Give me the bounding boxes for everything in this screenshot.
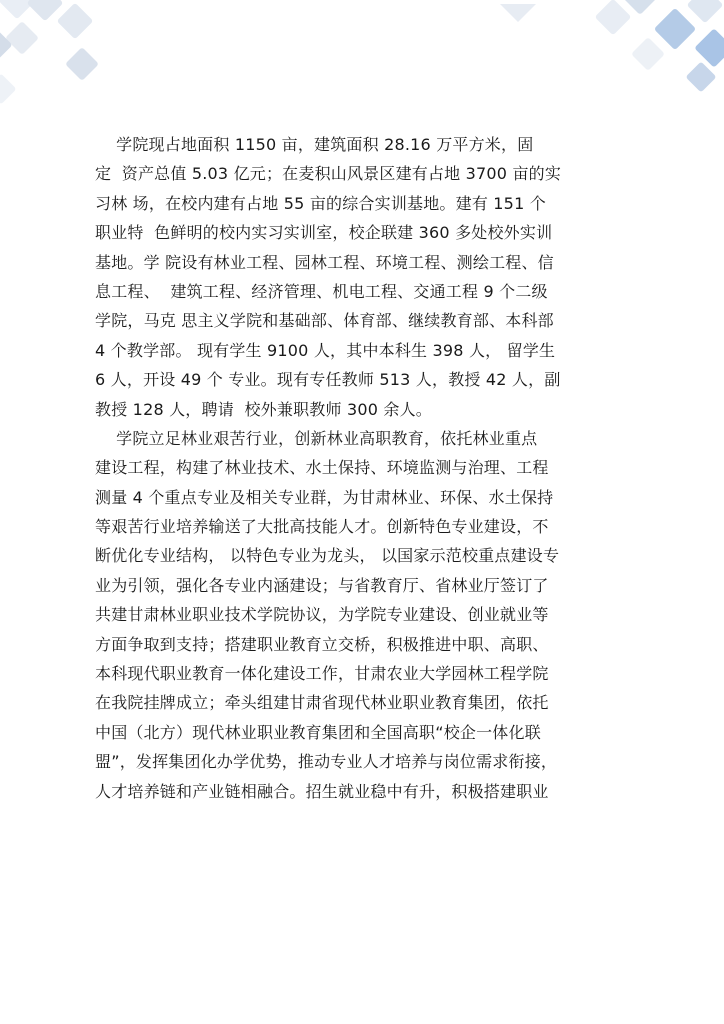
text-line: 等艰苦行业培养输送了大批高技能人才。创新特色专业建设，不 (95, 517, 549, 537)
diamond (623, 0, 657, 15)
text-line: 盟”，发挥集团化办学优势，推动专业人才培养与岗位需求衔接， (95, 752, 558, 772)
text-line: 在我院挂牌成立；牵头组建甘肃省现代林业职业教育集团，依托 (95, 693, 549, 713)
diamond (654, 8, 696, 50)
diamond (631, 37, 665, 71)
text-line: 4 个教学部。 现有学生 9100 人，其中本科生 398 人， 留学生 (95, 340, 556, 360)
diamond (687, 0, 724, 23)
text-line: 教授 128 人，聘请 校外兼职教师 300 余人。 (95, 399, 432, 419)
text-line: 中国（北方）现代林业职业教育集团和全国高职“校企一体化联 (95, 722, 541, 742)
document-body (95, 130, 625, 806)
text-line: 业为引领，强化各专业内涵建设；与省教育厅、省林业厅签订了 (95, 575, 549, 595)
text-line: 共建甘肃林业职业技术学院协议，为学院专业建设、创业就业等 (95, 605, 549, 625)
text-line: 息工程、 建筑工程、经济管理、机电工程、交通工程 9 个二级 (95, 281, 548, 301)
diamond (500, 4, 536, 22)
left-diamond-cluster (0, 0, 99, 105)
text-line: 本科现代职业教育一体化建设工作，甘肃农业大学园林工程学院 (95, 664, 549, 684)
text-line: 基地。学 院设有林业工程、园林工程、环境工程、测绘工程、信 (95, 252, 554, 272)
text-line: 学院，马克 思主义学院和基础部、体育部、继续教育部、本科部 (95, 311, 554, 331)
text-line: 6 人，开设 49 个 专业。现有专任教师 513 人，教授 42 人，副 (95, 370, 561, 390)
text-line: 测量 4 个重点专业及相关专业群，为甘肃林业、环保、水土保持 (95, 487, 554, 507)
top-center-diamond (500, 4, 536, 22)
text-line: 方面争取到支持；搭建职业教育立交桥，积极推进中职、高职、 (95, 634, 549, 654)
right-diamond-cluster (595, 0, 724, 93)
diamond (685, 61, 716, 92)
text-line: 职业特 色鲜明的校内实习实训室，校企联建 360 多处校外实训 (95, 223, 553, 243)
text-line: 建设工程，构建了林业技术、水土保持、环境监测与治理、工程 (95, 458, 549, 478)
decorative-diamond-pattern (0, 0, 724, 110)
text-line: 学院现占地面积 1150 亩，建筑面积 28.16 万平方米，固 (95, 135, 534, 154)
text-line: 定 资产总值 5.03 亿元；在麦积山风景区建有占地 3700 亩的实 (95, 164, 562, 184)
text-line: 习林 场，在校内建有占地 55 亩的综合实训基地。建有 151 个 (95, 193, 546, 213)
diamond (595, 0, 632, 35)
paragraph-campus-overview (95, 130, 625, 424)
diamond (57, 3, 94, 40)
diamond (694, 28, 724, 68)
paragraph-specialty-development (95, 424, 625, 806)
diamond (0, 73, 17, 104)
text-line: 人才培养链和产业链相融合。招生就业稳中有升，积极搭建职业 (95, 781, 549, 801)
diamond (65, 47, 99, 81)
text-line: 断优化专业结构， 以特色专业为龙头， 以国家示范校重点建设专 (95, 546, 560, 566)
text-line: 学院立足林业艰苦行业，创新林业高职教育，依托林业重点 (95, 428, 538, 448)
diamond (27, 0, 64, 21)
diamond (5, 21, 39, 55)
